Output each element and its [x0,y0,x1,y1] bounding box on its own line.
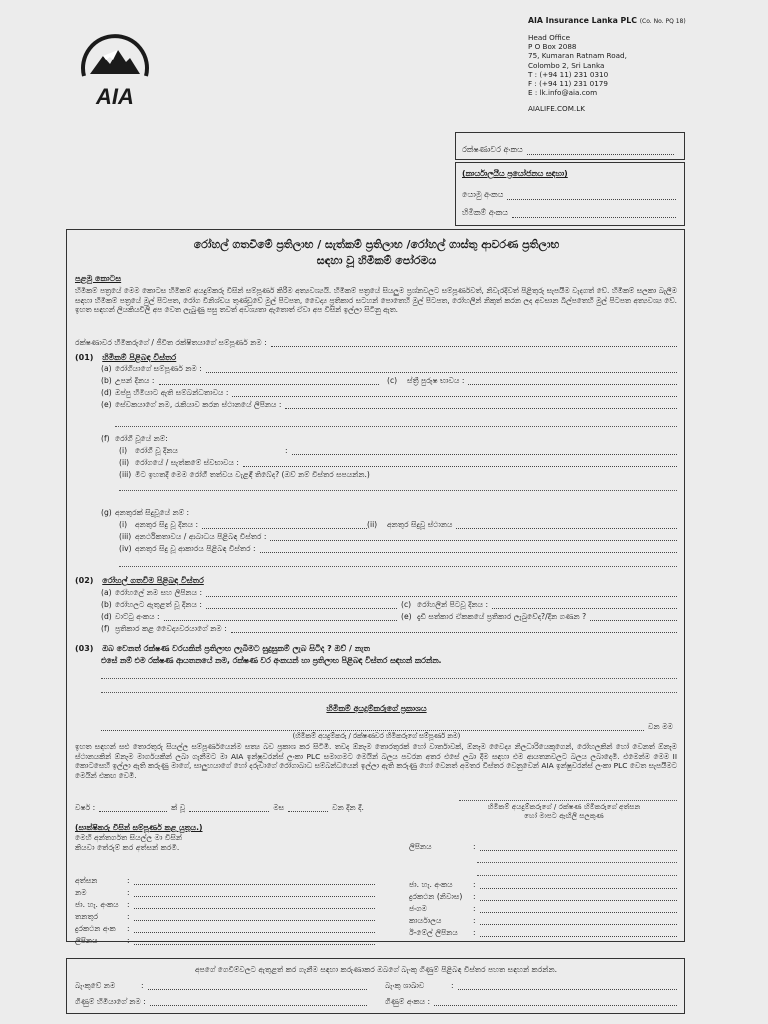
account-holder-field[interactable] [75,997,367,1006]
relationship-label: ඔප්පු හිමියාට ඇති සම්බන්ධතාවය : [115,388,229,397]
bank-branch-field[interactable]: බැංකු ශාඛාව : [385,981,677,990]
company-website: AIALIFE.COM.LK [528,103,585,113]
other-insurance-line-1[interactable] [101,678,677,679]
claimant-nic-label: ජා. හැ. අංකය [409,880,453,889]
item-key: (iii) [119,470,132,479]
illness-nature-field[interactable] [119,458,677,467]
form-title-line2: සඳහා වූ හිමිකම් පෝරමය [316,254,437,267]
birth-date-label: උපන් දිනය : [115,376,155,385]
company-name-line [528,16,758,26]
item-key: (d) [101,612,112,621]
witness-signature-field[interactable]: අත්සන : [75,876,375,885]
declaration-date-field[interactable] [75,803,380,812]
admission-date-label: රෝහලට ඇතුළත් වූ දිනය : [115,600,202,609]
witness-address-label: ලිපිනය [75,936,98,945]
witness-phone-field[interactable]: දුරකථන අංක : [75,924,375,933]
part1-title: පළමු කොටස [75,274,122,283]
illness-nature-label: රෝගයේ / සැත්කමේ ස්වභාවය : [135,458,239,467]
claimant-email-field[interactable]: ඊ-මේල් ලිපිනය : [409,928,677,937]
item-key: (b) [101,600,112,609]
date-day-label: වන දින දී. [332,803,364,812]
item-key: (e) [101,400,112,409]
prior-illness-label: මීට ඉහතදී මෙම රෝගී තත්වය වැළඳී තිබේද? (ඔව් නම් විස්තර සපයන්න.) [135,470,370,479]
gender-label: ස්ත්‍රී පුරුෂ භාවය : [407,376,465,385]
bank-details-box [66,958,685,1014]
claimant-address-field[interactable]: ලිපිනය : [409,842,677,851]
item-key: (i) [119,446,128,455]
item-key: (ii) [119,458,130,467]
section-03-instruction: එසේ නම් එම රක්ෂණ ආයතනයේ නම, රක්ෂණ වර අංකයන් හා ප්‍රතිලාභ පිළිබඳ විස්තර සඳහන් කරන්න. [101,656,442,665]
witness-title: (සාක්ෂිකරු විසින් සම්පූර්ණ කළ යුතුය.) [75,823,203,832]
item-key: (c) [387,376,398,385]
address-label: ලිපිනය [409,842,432,851]
employer-label: සේවකයාගේ නම, රැකියාව කරන ස්ථානයේ ලිපිනය : [115,400,282,409]
witness-statement-line1: මෙහි අන්තර්ගත සියල්ල මා විසින් [75,833,183,842]
discharge-date-field[interactable] [401,600,677,609]
item-key: (i) [119,520,128,529]
disability-label: අනර්ථිකතාවය / ආබාධය පිළිබඳ විස්තර : [135,532,267,541]
doctor-name-label: ප්‍රතිකාර කළ වෛද්‍යවරයාගේ නම : [115,624,227,633]
item-key: (iv) [119,544,132,553]
illness-label: රෝගී වූයේ නම්: [115,434,168,443]
witness-statement-line2: කියවා තේරුම් කර අත්සන් කරමි. [75,843,180,852]
section-02-number: (02) [75,576,94,585]
signature-label-line1: හිමිකම් අයදුම්කරුගේ / රක්ෂණ හිමිකරුගේ අත්සන [487,802,641,811]
declarant-name-field[interactable] [101,722,677,731]
claimant-home-phone-field[interactable]: දුරකථන (නිවාස) : [409,892,677,901]
account-number-field[interactable] [385,997,677,1006]
disability-field[interactable] [119,532,677,541]
ward-number-label: වාට්ටු අංකය : [115,612,160,621]
address-line: Colombo 2, Sri Lanka [528,60,605,70]
item-key: (ii) [367,520,378,529]
patient-name-label: රෝගියාගේ සම්පූර්ණ නම : [115,364,202,373]
claimant-mobile-label: ජංගම [409,904,427,913]
address-line: 75, Kumaran Ratnam Road, [528,51,627,61]
accident-heading [101,508,193,517]
admission-date-field[interactable] [101,600,397,609]
icu-days-field[interactable] [401,612,677,621]
item-key: (g) [101,508,112,517]
claim-form-box [66,229,685,945]
doctor-name-field[interactable] [101,624,677,633]
claimant-nic-field[interactable]: ජා. හැ. අංකය : [409,880,677,889]
witness-name-label: නම [75,888,87,897]
company-name: AIA Insurance Lanka PLC [528,16,637,25]
ref-number-label: යොමු අංකය [462,190,504,199]
section-02-title: රෝහල් ගතවීම පිළිබඳ විස්තර [102,576,204,585]
account-number-label: ගිණුම් අංකය : [385,997,431,1006]
witness-address-field[interactable]: ලිපිනය : [75,936,375,945]
section-01-title: හිමිකම් පිළිබඳ විස්තර [102,353,177,362]
item-key: (f) [101,624,110,633]
form-title-line1: රෝහල් ගතවීමේ ප්‍රතිලාභ / සැත්කම් ප්‍රතිලාභ /රෝහල් ගාස්තු ආවරණ ප්‍රතිලාභ [193,238,560,251]
item-key: (e) [401,612,412,621]
witness-designation-field[interactable]: තනතුර : [75,912,375,921]
intro-paragraph: හිමිකම් පත්‍රයේ මෙම කොටස හිමිකම් අයදුම්කරු විසින් සම්පූර්ණ කිරීම අත්‍යවශ්‍යයි. හිමිකම් පත්‍රයේ සියලුම ප්‍රශ්නවලට සම්පූර්ණවත්, නිවැරදිවත් පිළිතුරු සැපයීම වැදගත් වේ. හිමිකම් සලකා බැලීම සඳහා හිමිකම් පත්‍රයේ මුල් පිටපත, රෝග විනිශ්චය තුණ්ඩුවේ මුල් පිටපත, වෛද්‍ය ප්‍රතිකාර සටහන් පොතෙහි මුල් පිටපත, රෝහලින් නිකුත් කරන ලද අවසාන බිල්පතෙහි මුල් පිටපත අත්‍යවශ්‍ය වේ. ඉහත සඳහන් ලියකියවිලි අප වෙත ලැබුණු පසු තවත් අවශ්‍යතා ඇතොත් ඒවා අප විසින් ඉල්ලා සිටිනු ඇත. [75,286,677,315]
ref-number-field[interactable] [462,190,676,200]
office-use-box [455,162,685,226]
aia-logo [70,22,160,112]
accident-date-field[interactable] [119,520,367,529]
aia-logo-icon [70,22,160,112]
item-key: (a) [101,364,112,373]
claimant-mobile-field[interactable]: ජංගම : [409,904,677,913]
account-holder-label: ගිණුම් හිමියාගේ නම : [75,997,146,1006]
item-key: (d) [101,388,112,397]
signature-label-line2: හෝ මාපට ඇඟිලි සලකුණ [524,810,604,820]
reference-box [455,132,685,160]
accident-place-label: අනතුර සිදුවූ ස්ථානය [387,520,453,529]
hospital-name-label: රෝහලේ නම සහ ලිපිනය : [115,588,203,597]
item-key: (c) [401,600,412,609]
claim-number-label: හිමිකම් අංකය [462,208,509,217]
accident-date-label: අනතුර සිදු වූ දිනය : [135,520,199,529]
reference-number-label: රක්ෂණාවර අංකය [462,145,523,154]
claimant-home-phone-label: දුරකථන (නිවාස) [409,892,463,901]
contact-email: E : lk.info@aia.com [528,88,598,98]
other-insurance-line-2[interactable] [101,692,677,693]
accident-details-label: අනතුර සිදු වූ ආකාරය පිළිබඳ විස්තර : [135,544,256,553]
section-03-number: (03) [75,644,94,653]
claimant-office-phone-field[interactable]: කාර්යාලය : [409,916,677,925]
patient-name-field[interactable] [101,364,677,373]
address-line: P O Box 2088 [528,42,577,52]
section-02-heading [75,576,204,586]
gender-field[interactable] [387,376,677,385]
employer-extra-line[interactable] [115,426,677,427]
illness-heading [101,434,172,443]
date-year-label: වර්ෂ : [75,803,96,812]
claimant-signature-label [451,803,677,820]
witness-name-field[interactable]: නම : [75,888,375,897]
illness-date-label: රෝගී වූ දිනය [135,446,178,455]
accident-label: අනතුරක් සිදුවූයේ නම් : [115,508,190,517]
life-assured-name-field[interactable] [75,338,677,347]
witness-nic-field[interactable]: ජා. හැ. අංකය : [75,900,375,909]
bank-name-label: බැංකුවේ නම [75,981,116,990]
declarant-suffix: වන මම [648,722,673,731]
company-reg: (Co. No. PQ 18) [639,18,686,25]
claimant-address-line-3[interactable] [477,875,677,876]
claim-number-field[interactable] [462,208,676,218]
witness-signature-label: අත්සන [75,876,98,885]
declaration-title: හිමිකම් අයදුම්කරුගේ ප්‍රකාශය [326,704,427,713]
accident-place-field[interactable] [367,520,677,529]
bank-details-intro: අපගේ ගෙවීම්වලට ඇතුළත් කර ගැනීම සඳහා කරුණාකර ඔබගේ බැංකු ගිණුම් පිළිබඳ විස්තර පහත සඳහන් කරන්න. [194,965,558,974]
section-03-heading [75,644,370,654]
logo-text: AIA [96,84,134,109]
item-key: (f) [101,434,110,443]
witness-phone-label: දුරකථන අංක [75,924,116,933]
office-use-title: (කාර්යාලයීය ප්‍රයෝජනය සඳහා) [462,169,568,178]
claimant-email-label: ඊ-මේල් ලිපිනය [409,928,458,937]
claimant-signature-line[interactable] [459,800,677,801]
relationship-field[interactable] [101,388,677,397]
employer-field[interactable] [101,400,677,409]
prior-illness-line[interactable] [119,490,677,491]
section-01-number: (01) [75,353,94,362]
date-ad-label: ක් වූ [171,803,186,812]
accident-extra-line[interactable] [119,566,677,567]
item-key: (iii) [119,532,132,541]
birth-date-field[interactable] [101,376,379,385]
hospital-name-field[interactable] [101,588,677,597]
reference-number-field[interactable] [462,145,674,155]
discharge-date-label: රෝහලින් පිටවූ දිනය : [417,600,489,609]
bank-name-field[interactable]: බැංකුවේ නම : [75,981,367,990]
address-line: Head Office [528,32,571,42]
contact-fax: F : (+94 11) 231 0179 [528,79,608,89]
item-key: (a) [101,588,112,597]
claimant-address-line-2[interactable] [477,862,677,863]
accident-details-field[interactable] [119,544,677,553]
illness-date-field[interactable]: (i) රෝගී වූ දිනය : [119,446,677,455]
date-month-label: මස [273,803,285,812]
claimant-office-phone-label: කාර්යාලය [409,916,442,925]
declaration-text: ඉහත සඳහන් සළු තොරතුරු සියල්ල සම්පූර්ණයෙන්ම සත්‍ය බව ප්‍රකාශ කර සිටිමි. තවද ඕනෑම තොරතුරක් හෝ වාර්තාවක්, ඕනෑම වෛද්‍ය නිලධාරියෙකුගෙන්, රෝහලකින් හෝ වෙනත් ඕනෑම ස්ථානයකින් ඕනෑම මාර්ගයකින් ලබා ගැනීමට මා AIA ඉන්ෂුවරන්ස් ලංකා PLC සමාගමට මෙයින් බලය පවරන අතර එසේ ලබා දීම සඳහා එම ආයතනවලට බලය ලබාදෙමි. එමෙන්ම මෙම II කොටසෙහි ඉල්ලා ඇති කරුණු මාගේ, සාලුහයාගේ හෝ දරුවාගේ රෝගාබාධ සම්බන්ධයෙන් ඉල්ලා ඇති කරුණු හෝ වෙනත් අමතර විස්තර වෙනුවෙන් AIA ඉන්ෂුවරන්ස් ලංකා PLC වෙත සැපයීමට මෙයින් එකඟ වෙමි. [75,742,677,780]
prior-illness-field [119,470,374,479]
life-assured-label: රක්ෂණාවර හිමිකරුගේ / ජීවිත රක්ෂිතයාගේ සම්පූර්ණ නම : [75,338,267,347]
ward-number-field[interactable] [101,612,397,621]
bank-branch-label: බැංකු ශාඛාව [385,981,425,990]
witness-designation-label: තනතුර [75,912,99,921]
contact-phone: T : (+94 11) 231 0310 [528,69,609,79]
section-03-question: ඔබ වෙනත් රක්ෂණ වරයකින් ප්‍රතිලාභ ලැබීමට සුදුසුකම් ලැබ සිටීද ? ඔව් / නැත [102,644,370,653]
item-key: (b) [101,376,112,385]
section-01-heading [75,353,176,363]
icu-days-label: දැඩි සත්කාර ඒකකයේ ප්‍රතිකාර ලැබුවේද?/දින ගණන ? [417,612,587,621]
declarant-name-hint: (හිමිකම් අයදුම්කරු / රක්ෂණවර හිමිකරුගේ සම්පූර්ණ නම) [292,732,461,740]
company-info [528,16,758,113]
witness-nic-label: ජා. හැ. අංකය [75,900,119,909]
